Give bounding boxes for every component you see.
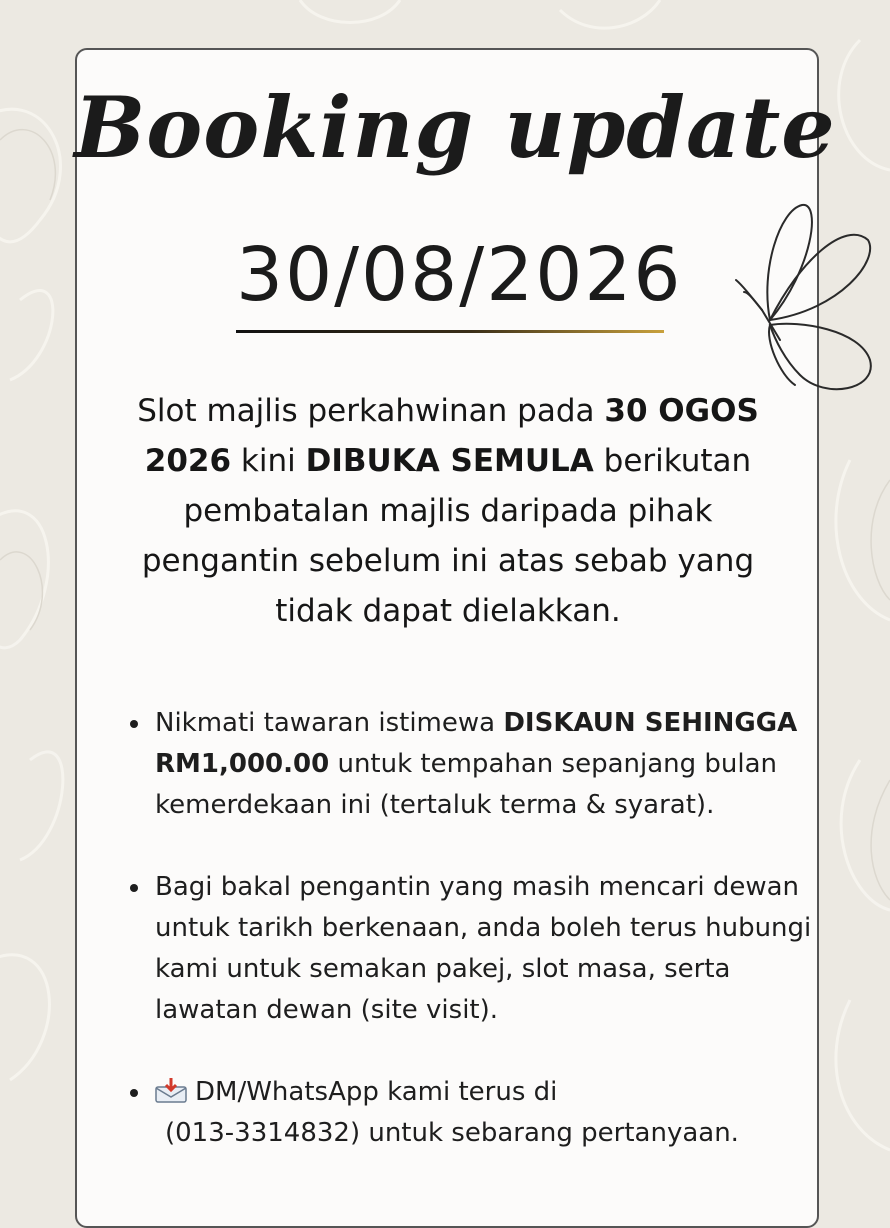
list-item: Nikmati tawaran istimewa DISKAUN SEHINGGA RM1,000.00 untuk tempahan sepanjang bulan kemerdekaan ini (tertaluk terma & syarat). (125, 703, 825, 826)
booking-date: 30/08/2026 (236, 232, 683, 318)
date-underline-divider (236, 330, 664, 333)
announcement-intro-text: Slot majlis perkahwinan pada 30 OGOS 2026 kini DIBUKA SEMULA berikutan pembatalan majlis daripada pihak pengantin sebelum ini atas sebab yang tidak dapat dielakkan. (137, 393, 759, 629)
offer-bullet-list (125, 703, 825, 1195)
incoming-envelope-icon (155, 1077, 187, 1103)
poster-title: Booking update (74, 78, 836, 177)
butterfly-icon (730, 200, 880, 405)
list-item: Bagi bakal pengantin yang masih mencari dewan untuk tarikh berkenaan, anda boleh terus hubungi kami untuk semakan pakej, slot masa, serta lawatan dewan (site visit). (125, 867, 825, 1031)
contact-phone: (013-3314832) untuk sebarang pertanyaan. (165, 1118, 739, 1148)
list-item: DM/WhatsApp kami terus di (013-3314832) untuk sebarang pertanyaan. (125, 1072, 825, 1154)
